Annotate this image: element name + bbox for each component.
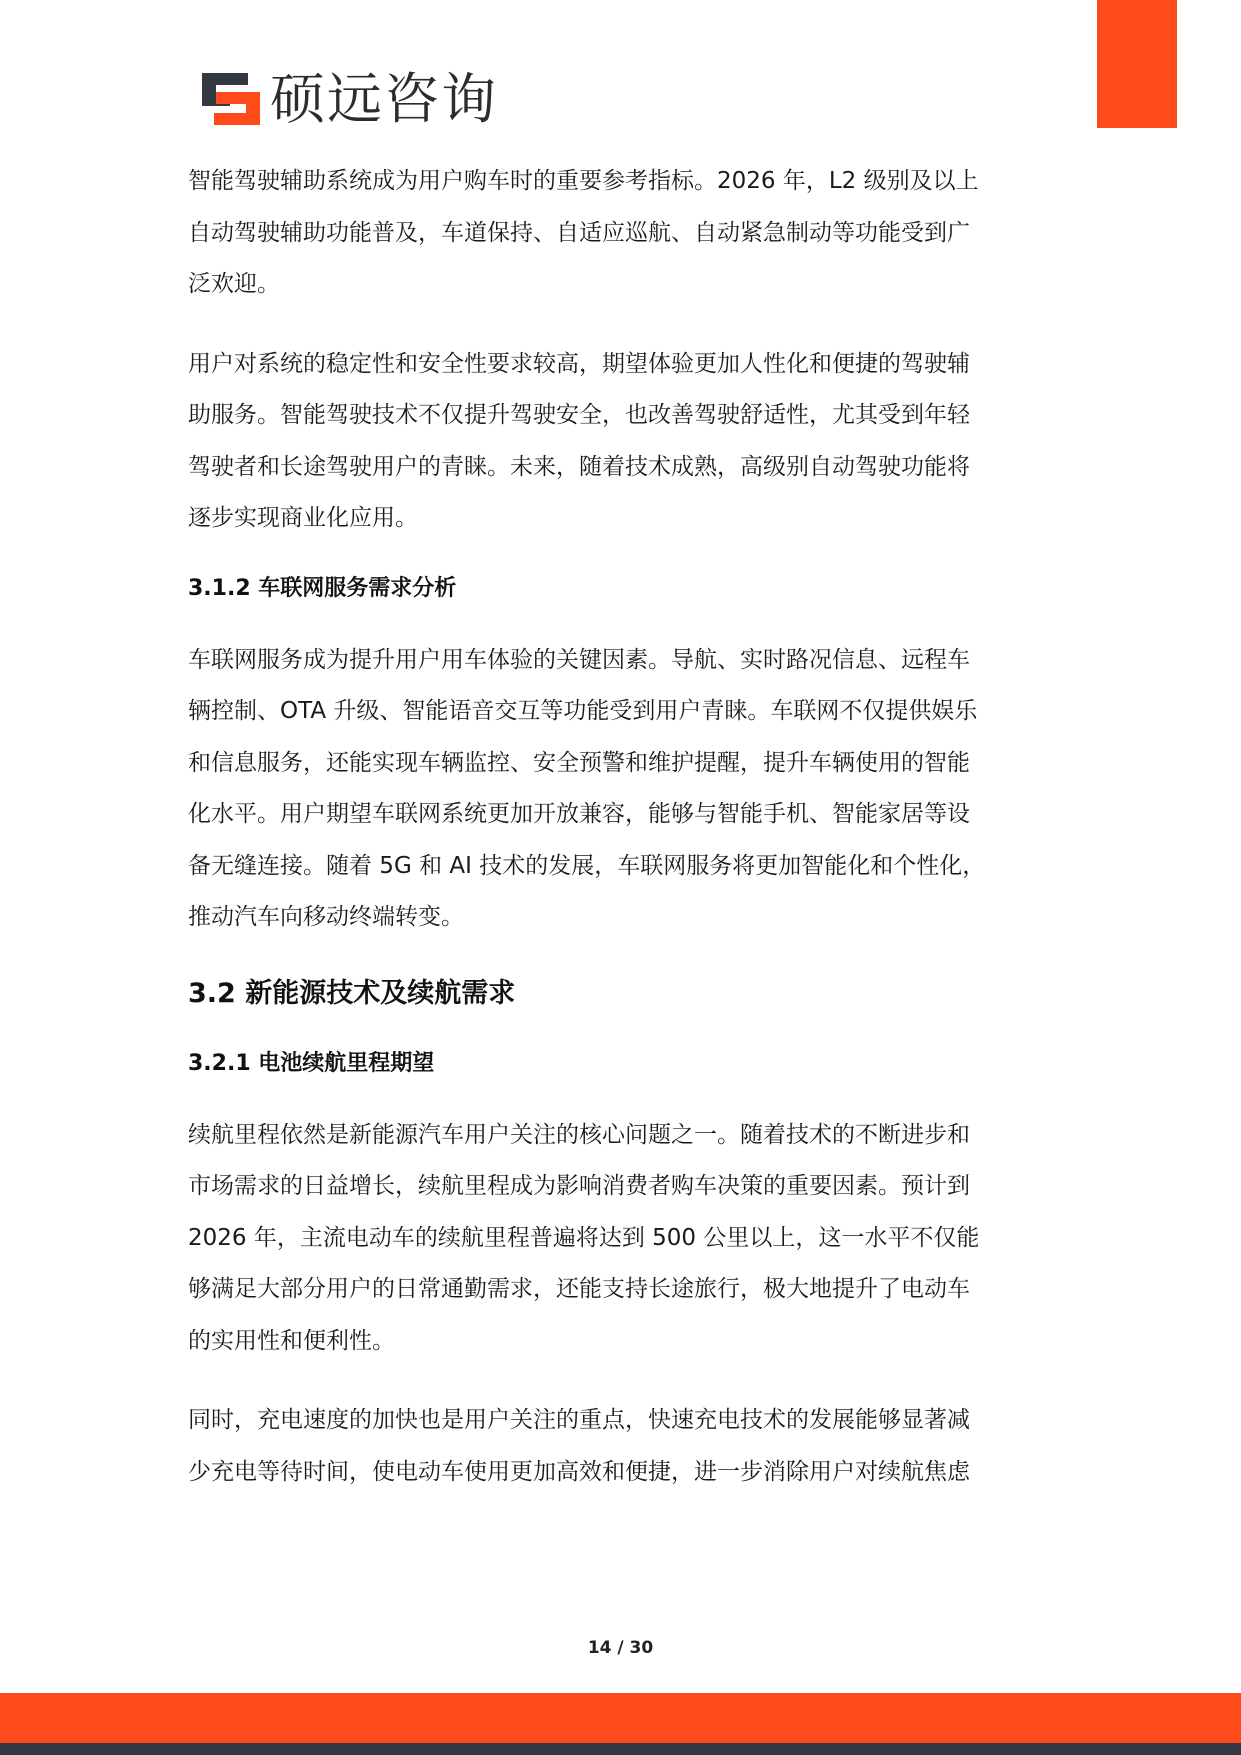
text-line: 2026 年，主流电动车的续航里程普遍将达到 500 公里以上，这一水平不仅能	[188, 1224, 980, 1251]
text-line: 备无缝连接。随着 5G 和 AI 技术的发展，车联网服务将更加智能化和个性化，	[188, 852, 986, 879]
brand-logo	[200, 67, 499, 131]
heading-3-2: 3.2 新能源技术及续航需求	[188, 977, 516, 1009]
brand-s-mark-icon	[200, 71, 262, 127]
text-line: 逐步实现商业化应用。	[188, 505, 418, 531]
brand-name: 硕远咨询	[270, 67, 499, 131]
paragraph-system-stability	[188, 339, 1050, 545]
text-line: 够满足大部分用户的日常通勤需求，还能支持长途旅行，极大地提升了电动车	[188, 1276, 970, 1302]
text-line: 市场需求的日益增长，续航里程成为影响消费者购车决策的重要因素。预计到	[188, 1173, 970, 1199]
text-line: 推动汽车向移动终端转变。	[188, 904, 464, 930]
paragraph-battery-range	[188, 1110, 1050, 1368]
document-body	[188, 156, 1050, 1498]
heading-3-2-1: 3.2.1 电池续航里程期望	[188, 1050, 435, 1076]
text-line: 化水平。用户期望车联网系统更加开放兼容，能够与智能手机、智能家居等设	[188, 801, 970, 827]
text-line: 用户对系统的稳定性和安全性要求较高，期望体验更加人性化和便捷的驾驶辅	[188, 350, 970, 377]
footer-accent-bar	[0, 1693, 1241, 1743]
paragraph-driving-assist	[188, 156, 1050, 311]
text-line: 泛欢迎。	[188, 271, 280, 297]
text-line: 辆控制、OTA 升级、智能语音交互等功能受到用户青睐。车联网不仅提供娱乐	[188, 698, 978, 724]
footer-dark-strip	[0, 1743, 1241, 1755]
text-line: 自动驾驶辅助功能普及，车道保持、自适应巡航、自动紧急制动等功能受到广	[188, 219, 970, 246]
paragraph-charging-speed	[188, 1395, 1050, 1498]
text-line: 驾驶者和长途驾驶用户的青睐。未来，随着技术成熟，高级别自动驾驶功能将	[188, 453, 970, 480]
paragraph-connected-car	[188, 635, 1050, 944]
text-line: 续航里程依然是新能源汽车用户关注的核心问题之一。随着技术的不断进步和	[188, 1121, 970, 1148]
heading-3-1-2: 3.1.2 车联网服务需求分析	[188, 575, 457, 601]
text-line: 和信息服务，还能实现车辆监控、安全预警和维护提醒，提升车辆使用的智能	[188, 749, 970, 776]
text-line: 的实用性和便利性。	[188, 1327, 395, 1354]
text-line: 车联网服务成为提升用户用车体验的关键因素。导航、实时路况信息、远程车	[188, 646, 970, 673]
corner-accent-tab	[1097, 0, 1177, 128]
page-number: 14 / 30	[587, 1638, 654, 1658]
text-line: 助服务。智能驾驶技术不仅提升驾驶安全，也改善驾驶舒适性，尤其受到年轻	[188, 402, 970, 428]
text-line: 智能驾驶辅助系统成为用户购车时的重要参考指标。2026 年，L2 级别及以上	[188, 168, 979, 194]
text-line: 少充电等待时间，使电动车使用更加高效和便捷，进一步消除用户对续航焦虑	[188, 1458, 970, 1485]
text-line: 同时，充电速度的加快也是用户关注的重点，快速充电技术的发展能够显著减	[188, 1407, 970, 1433]
